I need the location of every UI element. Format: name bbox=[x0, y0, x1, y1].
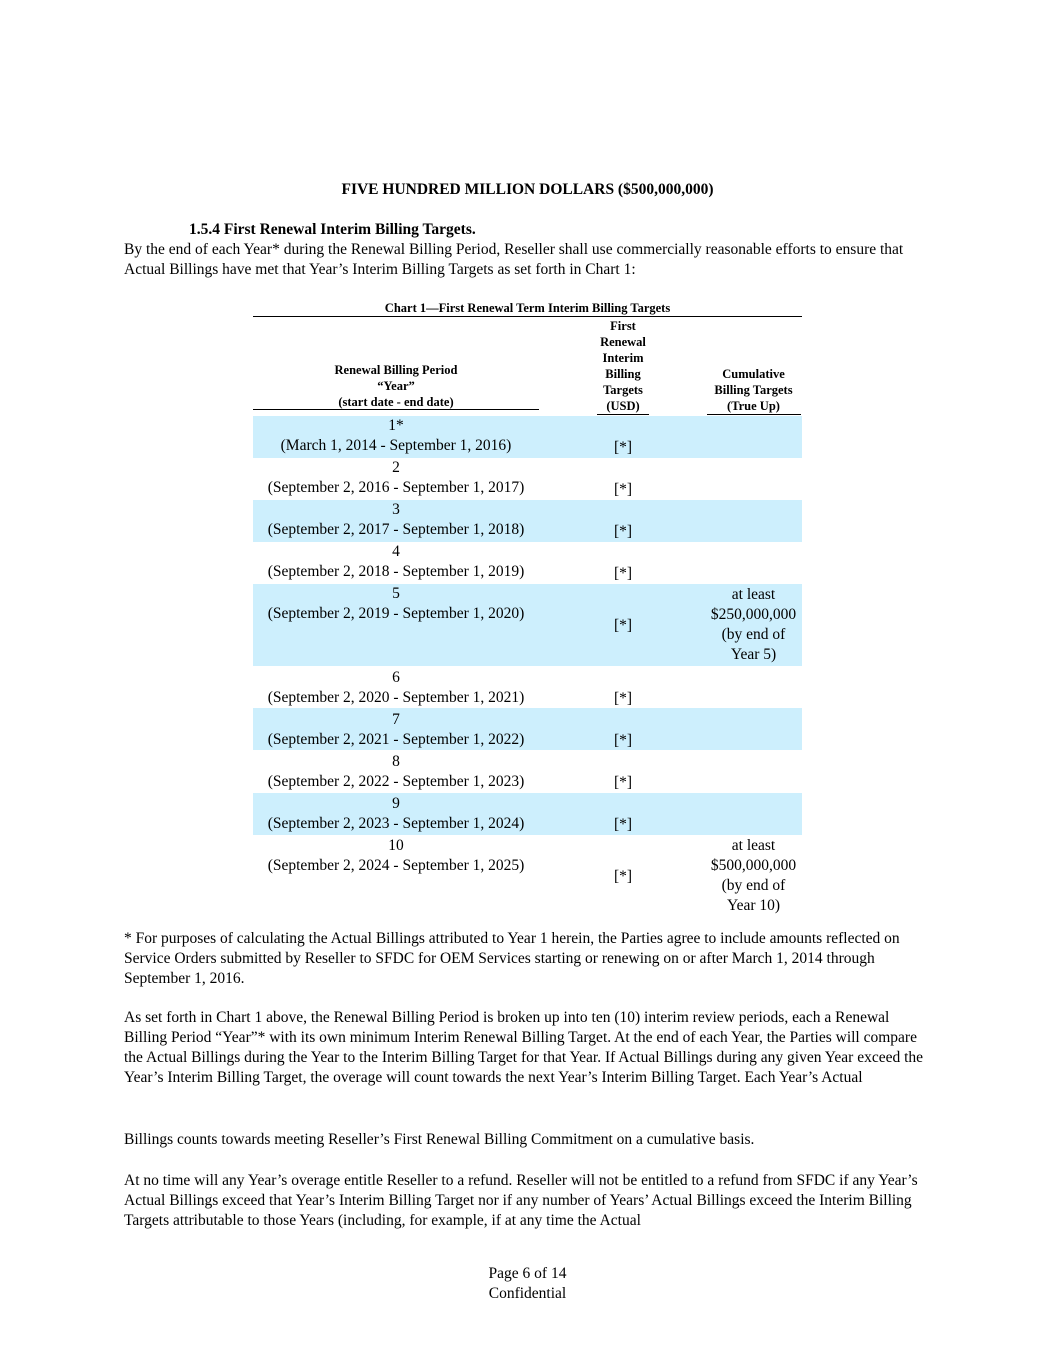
col-header-cumulative-line: (True Up) bbox=[727, 399, 780, 413]
footnote-paragraph: * For purposes of calculating the Actual Billings attributed to Year 1 herein, the Parties agree to include amounts reflected on Service Orders submitted by Reseller to SFDC for OEM Services starting or renewing on or after March 1, 2014 through September 1, 2016. bbox=[124, 930, 900, 987]
row-target: [*] bbox=[613, 617, 633, 634]
table-row bbox=[253, 835, 802, 917]
row-period: (March 1, 2014 - September 1, 2016) bbox=[280, 437, 512, 454]
row-cumulative bbox=[705, 836, 802, 916]
row-cumulative-line: at least bbox=[731, 586, 776, 603]
row-year: 6 bbox=[392, 669, 400, 686]
row-target: [*] bbox=[613, 439, 633, 456]
col-header-period bbox=[253, 362, 539, 410]
table-row bbox=[253, 500, 802, 542]
row-period: (September 2, 2020 - September 1, 2021) bbox=[267, 689, 525, 706]
table-row bbox=[253, 542, 802, 584]
chart-title-rule bbox=[253, 316, 802, 317]
row-target: [*] bbox=[613, 565, 633, 582]
row-year: 2 bbox=[392, 459, 400, 476]
row-target: [*] bbox=[613, 523, 633, 540]
row-cumulative-line: at least bbox=[731, 837, 776, 854]
row-period: (September 2, 2023 - September 1, 2024) bbox=[267, 815, 525, 832]
row-period: (September 2, 2024 - September 1, 2025) bbox=[267, 857, 525, 874]
body-paragraph: Billings counts towards meeting Reseller’s First Renewal Billing Commitment on a cumulative basis. bbox=[124, 1131, 755, 1148]
body-paragraph: At no time will any Year’s overage entitle Reseller to a refund. Reseller will not be entitled to a refund from SFDC if any Year’s Actual Billings exceed that Year’s Interim Billing Target nor if any number of Years’ Actual Billings exceed the Interim Billing Targets attributable to those Years (including, for example, if at any time the Actual bbox=[124, 1172, 918, 1229]
row-cumulative-line: $500,000,000 bbox=[710, 857, 797, 874]
row-period: (September 2, 2018 - September 1, 2019) bbox=[267, 563, 525, 580]
row-period: (September 2, 2016 - September 1, 2017) bbox=[267, 479, 525, 496]
row-target: [*] bbox=[613, 774, 633, 791]
row-year: 7 bbox=[392, 711, 400, 728]
row-year: 4 bbox=[392, 543, 400, 560]
col-header-target-line: Targets bbox=[603, 383, 643, 397]
col-header-target-line: Renewal bbox=[600, 335, 646, 349]
row-year: 5 bbox=[392, 585, 400, 602]
col-header-target-rule bbox=[597, 414, 649, 415]
col-header-cumulative-line: Cumulative bbox=[722, 367, 785, 381]
col-header-period-line: “Year” bbox=[377, 379, 415, 393]
intro-paragraph: By the end of each Year* during the Renewal Billing Period, Reseller shall use commercially reasonable efforts to ensure that Actual Billings have met that Year’s Interim Billing Targets as set forth in Chart 1: bbox=[124, 241, 904, 278]
table-row bbox=[253, 458, 802, 500]
col-header-period-rule bbox=[253, 409, 539, 410]
row-year: 3 bbox=[392, 501, 400, 518]
col-header-target-line: Billing bbox=[605, 367, 641, 381]
col-header-target-line: (USD) bbox=[606, 399, 640, 413]
col-header-cumulative bbox=[705, 366, 802, 414]
table-row bbox=[253, 416, 802, 458]
row-year: 10 bbox=[388, 837, 404, 854]
body-paragraph: As set forth in Chart 1 above, the Renewal Billing Period is broken up into ten (10) interim review periods, each a Renewal Billing Period “Year”* with its own minimum Interim Renewal Billing Target. At the end of each Year, the Parties will compare the Actual Billings during the Year to the Interim Billing Target for that Year. If Actual Billings during any given Year exceed the Year’s Interim Billing Target, the overage will count towards the next Year’s Interim Billing Target. Each Year’s Actual bbox=[124, 1009, 924, 1086]
row-period: (September 2, 2021 - September 1, 2022) bbox=[267, 731, 525, 748]
col-header-period-line: Renewal Billing Period bbox=[334, 363, 458, 377]
row-target: [*] bbox=[613, 690, 633, 707]
row-period: (September 2, 2017 - September 1, 2018) bbox=[267, 521, 525, 538]
row-cumulative bbox=[705, 585, 802, 665]
table-row bbox=[253, 793, 802, 835]
section-title: 1.5.4 First Renewal Interim Billing Targets. bbox=[189, 221, 476, 238]
row-year: 9 bbox=[392, 795, 400, 812]
col-header-target bbox=[593, 318, 653, 414]
row-target: [*] bbox=[613, 481, 633, 498]
table-row bbox=[253, 750, 802, 793]
document-heading: FIVE HUNDRED MILLION DOLLARS ($500,000,000) bbox=[341, 181, 714, 198]
row-cumulative-line: (by end of bbox=[721, 626, 786, 643]
page-number: Page 6 of 14 bbox=[488, 1265, 567, 1282]
col-header-cumulative-rule bbox=[707, 414, 801, 415]
row-cumulative-line: Year 10) bbox=[726, 897, 781, 914]
chart-title: Chart 1—First Renewal Term Interim Billing Targets bbox=[384, 301, 671, 315]
row-cumulative-line: $250,000,000 bbox=[710, 606, 797, 623]
col-header-period-line: (start date - end date) bbox=[338, 395, 454, 409]
table-row bbox=[253, 708, 802, 750]
row-year: 1* bbox=[388, 417, 404, 434]
col-header-cumulative-line: Billing Targets bbox=[714, 383, 793, 397]
confidential-label: Confidential bbox=[488, 1285, 567, 1302]
row-target: [*] bbox=[613, 868, 633, 885]
row-target: [*] bbox=[613, 732, 633, 749]
col-header-target-line: Interim bbox=[602, 351, 644, 365]
row-period: (September 2, 2022 - September 1, 2023) bbox=[267, 773, 525, 790]
col-header-target-line: First bbox=[610, 319, 636, 333]
row-period: (September 2, 2019 - September 1, 2020) bbox=[267, 605, 525, 622]
row-cumulative-line: (by end of bbox=[721, 877, 786, 894]
row-cumulative-line: Year 5) bbox=[730, 646, 777, 663]
row-year: 8 bbox=[392, 753, 400, 770]
row-target: [*] bbox=[613, 816, 633, 833]
table-row bbox=[253, 666, 802, 708]
table-row bbox=[253, 584, 802, 666]
